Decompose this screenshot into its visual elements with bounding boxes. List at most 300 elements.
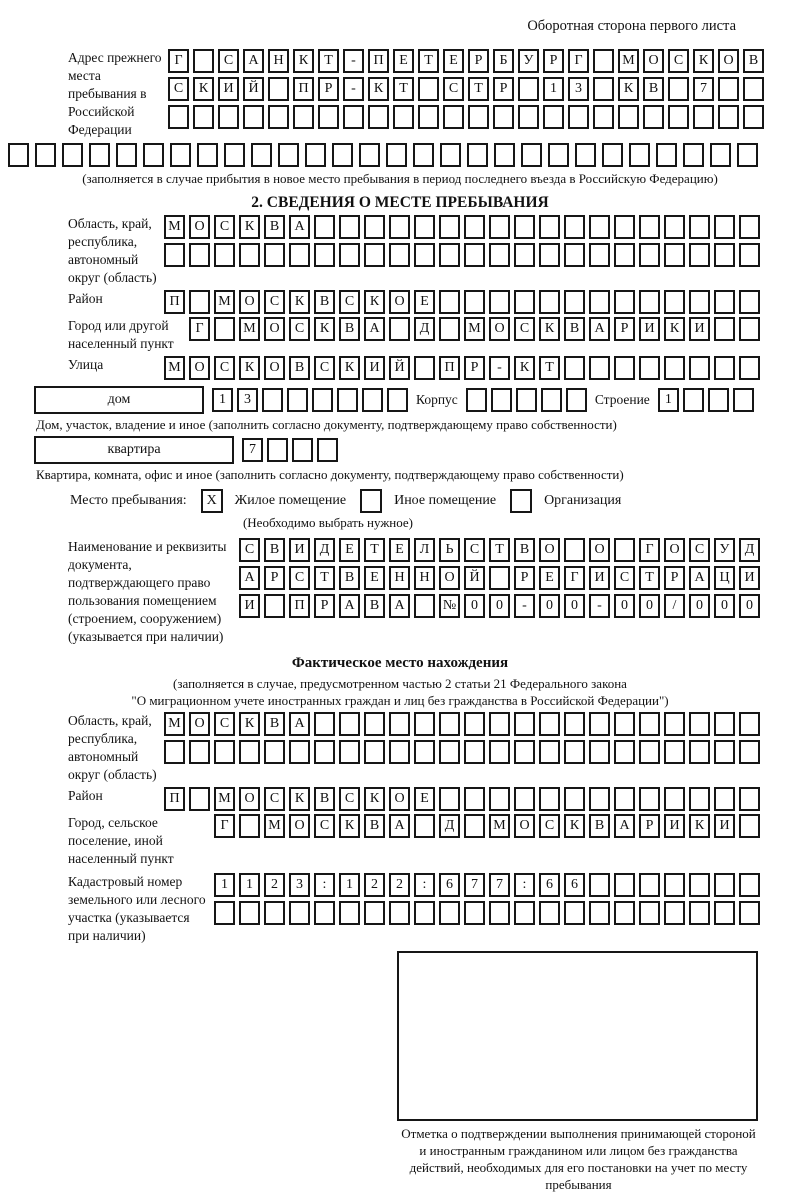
char-cell[interactable]: [170, 143, 191, 167]
char-cell[interactable]: [564, 356, 585, 380]
char-cell[interactable]: [439, 740, 460, 764]
char-cell[interactable]: 2: [364, 873, 385, 897]
char-cell[interactable]: [189, 243, 210, 267]
char-cell[interactable]: А: [689, 566, 710, 590]
char-cell[interactable]: А: [589, 317, 610, 341]
char-cell[interactable]: :: [314, 873, 335, 897]
char-cell[interactable]: Д: [414, 317, 435, 341]
char-cell[interactable]: [243, 105, 264, 129]
char-cell[interactable]: [589, 787, 610, 811]
char-cell[interactable]: 7: [693, 77, 714, 101]
char-cell[interactable]: [543, 105, 564, 129]
char-cell[interactable]: [414, 215, 435, 239]
char-cell[interactable]: [314, 740, 335, 764]
char-cell[interactable]: [656, 143, 677, 167]
char-cell[interactable]: [739, 787, 760, 811]
char-cell[interactable]: [589, 215, 610, 239]
char-cell[interactable]: Г: [214, 814, 235, 838]
char-cell[interactable]: [714, 290, 735, 314]
char-cell[interactable]: [564, 290, 585, 314]
char-cell[interactable]: [386, 143, 407, 167]
char-cell[interactable]: Й: [243, 77, 264, 101]
char-cell[interactable]: М: [618, 49, 639, 73]
char-cell[interactable]: М: [164, 356, 185, 380]
char-cell[interactable]: [489, 290, 510, 314]
char-cell[interactable]: [664, 873, 685, 897]
char-cell[interactable]: К: [689, 814, 710, 838]
char-cell[interactable]: Н: [268, 49, 289, 73]
char-cell[interactable]: [464, 740, 485, 764]
char-cell[interactable]: 6: [564, 873, 585, 897]
char-cell[interactable]: [278, 143, 299, 167]
char-cell[interactable]: [643, 105, 664, 129]
char-cell[interactable]: [614, 787, 635, 811]
char-cell[interactable]: Р: [664, 566, 685, 590]
char-cell[interactable]: М: [489, 814, 510, 838]
char-cell[interactable]: [251, 143, 272, 167]
char-cell[interactable]: [602, 143, 623, 167]
char-cell[interactable]: О: [189, 356, 210, 380]
char-cell[interactable]: [364, 215, 385, 239]
char-cell[interactable]: [268, 105, 289, 129]
char-cell[interactable]: А: [389, 814, 410, 838]
char-cell[interactable]: С: [314, 356, 335, 380]
char-cell[interactable]: :: [514, 873, 535, 897]
char-cell[interactable]: Б: [493, 49, 514, 73]
char-cell[interactable]: [343, 105, 364, 129]
char-cell[interactable]: К: [693, 49, 714, 73]
char-cell[interactable]: [189, 290, 210, 314]
char-cell[interactable]: [339, 243, 360, 267]
char-cell[interactable]: [639, 873, 660, 897]
char-cell[interactable]: [368, 105, 389, 129]
char-cell[interactable]: [564, 538, 585, 562]
char-cell[interactable]: [494, 143, 515, 167]
char-cell[interactable]: [414, 814, 435, 838]
char-cell[interactable]: Г: [568, 49, 589, 73]
char-cell[interactable]: О: [439, 566, 460, 590]
char-cell[interactable]: [739, 901, 760, 925]
char-cell[interactable]: К: [314, 317, 335, 341]
char-cell[interactable]: П: [439, 356, 460, 380]
char-cell[interactable]: [514, 712, 535, 736]
char-cell[interactable]: П: [368, 49, 389, 73]
char-cell[interactable]: [689, 901, 710, 925]
char-cell[interactable]: [116, 143, 137, 167]
char-cell[interactable]: 0: [489, 594, 510, 618]
char-cell[interactable]: К: [289, 290, 310, 314]
char-cell[interactable]: Е: [389, 538, 410, 562]
char-cell[interactable]: [314, 712, 335, 736]
char-cell[interactable]: [164, 243, 185, 267]
char-cell[interactable]: [364, 740, 385, 764]
char-cell[interactable]: К: [239, 712, 260, 736]
char-cell[interactable]: О: [239, 290, 260, 314]
char-cell[interactable]: [214, 243, 235, 267]
char-cell[interactable]: [466, 388, 487, 412]
char-cell[interactable]: В: [264, 215, 285, 239]
char-cell[interactable]: С: [464, 538, 485, 562]
char-cell[interactable]: В: [743, 49, 764, 73]
char-cell[interactable]: Р: [468, 49, 489, 73]
char-cell[interactable]: И: [239, 594, 260, 618]
char-cell[interactable]: О: [239, 787, 260, 811]
char-cell[interactable]: [359, 143, 380, 167]
char-cell[interactable]: С: [214, 215, 235, 239]
char-cell[interactable]: [564, 215, 585, 239]
char-cell[interactable]: М: [214, 290, 235, 314]
char-cell[interactable]: [314, 243, 335, 267]
char-cell[interactable]: [193, 49, 214, 73]
char-cell[interactable]: [743, 105, 764, 129]
char-cell[interactable]: [339, 901, 360, 925]
char-cell[interactable]: [614, 356, 635, 380]
char-cell[interactable]: В: [364, 594, 385, 618]
char-cell[interactable]: О: [718, 49, 739, 73]
char-cell[interactable]: И: [218, 77, 239, 101]
char-cell[interactable]: С: [339, 290, 360, 314]
char-cell[interactable]: [489, 566, 510, 590]
char-cell[interactable]: [689, 873, 710, 897]
char-cell[interactable]: -: [514, 594, 535, 618]
char-cell[interactable]: О: [389, 290, 410, 314]
char-cell[interactable]: [589, 873, 610, 897]
char-cell[interactable]: [614, 538, 635, 562]
char-cell[interactable]: [493, 105, 514, 129]
checkbox-other-premises[interactable]: [360, 489, 382, 513]
char-cell[interactable]: В: [314, 290, 335, 314]
char-cell[interactable]: [614, 243, 635, 267]
char-cell[interactable]: [739, 215, 760, 239]
char-cell[interactable]: [564, 740, 585, 764]
char-cell[interactable]: [589, 356, 610, 380]
char-cell[interactable]: [8, 143, 29, 167]
char-cell[interactable]: С: [214, 712, 235, 736]
char-cell[interactable]: [639, 712, 660, 736]
char-cell[interactable]: С: [168, 77, 189, 101]
char-cell[interactable]: [464, 901, 485, 925]
char-cell[interactable]: М: [164, 712, 185, 736]
char-cell[interactable]: [639, 740, 660, 764]
char-cell[interactable]: Р: [514, 566, 535, 590]
char-cell[interactable]: [693, 105, 714, 129]
char-cell[interactable]: [464, 712, 485, 736]
char-cell[interactable]: -: [489, 356, 510, 380]
char-cell[interactable]: К: [368, 77, 389, 101]
char-cell[interactable]: [539, 787, 560, 811]
char-cell[interactable]: Й: [464, 566, 485, 590]
char-cell[interactable]: А: [364, 317, 385, 341]
char-cell[interactable]: [214, 740, 235, 764]
char-cell[interactable]: [189, 740, 210, 764]
char-cell[interactable]: 1: [543, 77, 564, 101]
char-cell[interactable]: М: [464, 317, 485, 341]
char-cell[interactable]: К: [289, 787, 310, 811]
char-cell[interactable]: Е: [539, 566, 560, 590]
char-cell[interactable]: М: [264, 814, 285, 838]
char-cell[interactable]: [239, 814, 260, 838]
char-cell[interactable]: [564, 901, 585, 925]
char-cell[interactable]: С: [239, 538, 260, 562]
char-cell[interactable]: С: [339, 787, 360, 811]
char-cell[interactable]: [710, 143, 731, 167]
char-cell[interactable]: Т: [468, 77, 489, 101]
char-cell[interactable]: [714, 356, 735, 380]
char-cell[interactable]: [314, 901, 335, 925]
char-cell[interactable]: [362, 388, 383, 412]
char-cell[interactable]: [639, 290, 660, 314]
char-cell[interactable]: [593, 49, 614, 73]
char-cell[interactable]: М: [239, 317, 260, 341]
char-cell[interactable]: [168, 105, 189, 129]
char-cell[interactable]: [614, 873, 635, 897]
char-cell[interactable]: А: [614, 814, 635, 838]
char-cell[interactable]: [389, 215, 410, 239]
char-cell[interactable]: [467, 143, 488, 167]
char-cell[interactable]: [264, 740, 285, 764]
char-cell[interactable]: Р: [318, 77, 339, 101]
char-cell[interactable]: [439, 215, 460, 239]
char-cell[interactable]: В: [364, 814, 385, 838]
char-cell[interactable]: [464, 215, 485, 239]
char-cell[interactable]: [539, 740, 560, 764]
char-cell[interactable]: [739, 243, 760, 267]
char-cell[interactable]: И: [289, 538, 310, 562]
char-cell[interactable]: :: [414, 873, 435, 897]
char-cell[interactable]: Е: [414, 290, 435, 314]
char-cell[interactable]: [414, 740, 435, 764]
char-cell[interactable]: А: [339, 594, 360, 618]
char-cell[interactable]: [389, 740, 410, 764]
char-cell[interactable]: [714, 740, 735, 764]
char-cell[interactable]: [739, 740, 760, 764]
char-cell[interactable]: 7: [464, 873, 485, 897]
char-cell[interactable]: [589, 901, 610, 925]
char-cell[interactable]: [514, 740, 535, 764]
char-cell[interactable]: 1: [214, 873, 235, 897]
char-cell[interactable]: 0: [464, 594, 485, 618]
char-cell[interactable]: П: [164, 290, 185, 314]
char-cell[interactable]: У: [518, 49, 539, 73]
char-cell[interactable]: И: [689, 317, 710, 341]
char-cell[interactable]: Е: [364, 566, 385, 590]
char-cell[interactable]: [264, 243, 285, 267]
char-cell[interactable]: [514, 290, 535, 314]
char-cell[interactable]: Д: [439, 814, 460, 838]
char-cell[interactable]: [689, 712, 710, 736]
checkbox-organization[interactable]: [510, 489, 532, 513]
char-cell[interactable]: [664, 356, 685, 380]
char-cell[interactable]: К: [339, 814, 360, 838]
char-cell[interactable]: [664, 787, 685, 811]
char-cell[interactable]: 0: [739, 594, 760, 618]
char-cell[interactable]: [491, 388, 512, 412]
char-cell[interactable]: В: [514, 538, 535, 562]
char-cell[interactable]: Т: [418, 49, 439, 73]
char-cell[interactable]: [664, 243, 685, 267]
char-cell[interactable]: [614, 712, 635, 736]
char-cell[interactable]: 0: [539, 594, 560, 618]
char-cell[interactable]: [589, 740, 610, 764]
char-cell[interactable]: [708, 388, 729, 412]
char-cell[interactable]: Р: [314, 594, 335, 618]
char-cell[interactable]: Г: [639, 538, 660, 562]
char-cell[interactable]: Т: [539, 356, 560, 380]
char-cell[interactable]: Р: [614, 317, 635, 341]
char-cell[interactable]: 0: [639, 594, 660, 618]
char-cell[interactable]: [489, 243, 510, 267]
char-cell[interactable]: [289, 901, 310, 925]
char-cell[interactable]: О: [189, 712, 210, 736]
char-cell[interactable]: К: [364, 290, 385, 314]
char-cell[interactable]: П: [289, 594, 310, 618]
char-cell[interactable]: 2: [389, 873, 410, 897]
char-cell[interactable]: С: [289, 317, 310, 341]
char-cell[interactable]: [521, 143, 542, 167]
char-cell[interactable]: [539, 215, 560, 239]
char-cell[interactable]: [489, 901, 510, 925]
char-cell[interactable]: Т: [393, 77, 414, 101]
char-cell[interactable]: [440, 143, 461, 167]
char-cell[interactable]: С: [668, 49, 689, 73]
char-cell[interactable]: [292, 438, 313, 462]
char-cell[interactable]: [739, 814, 760, 838]
char-cell[interactable]: Д: [314, 538, 335, 562]
char-cell[interactable]: [664, 215, 685, 239]
char-cell[interactable]: [289, 740, 310, 764]
char-cell[interactable]: Е: [443, 49, 464, 73]
char-cell[interactable]: [683, 388, 704, 412]
char-cell[interactable]: И: [739, 566, 760, 590]
char-cell[interactable]: [389, 901, 410, 925]
char-cell[interactable]: [387, 388, 408, 412]
char-cell[interactable]: 6: [439, 873, 460, 897]
char-cell[interactable]: [317, 438, 338, 462]
char-cell[interactable]: [389, 712, 410, 736]
char-cell[interactable]: [514, 243, 535, 267]
char-cell[interactable]: [264, 901, 285, 925]
char-cell[interactable]: [718, 105, 739, 129]
char-cell[interactable]: [318, 105, 339, 129]
char-cell[interactable]: Р: [464, 356, 485, 380]
char-cell[interactable]: Р: [639, 814, 660, 838]
char-cell[interactable]: В: [264, 538, 285, 562]
char-cell[interactable]: [62, 143, 83, 167]
char-cell[interactable]: [614, 215, 635, 239]
char-cell[interactable]: О: [589, 538, 610, 562]
char-cell[interactable]: [714, 243, 735, 267]
char-cell[interactable]: [239, 740, 260, 764]
char-cell[interactable]: С: [614, 566, 635, 590]
char-cell[interactable]: [464, 787, 485, 811]
char-cell[interactable]: Т: [364, 538, 385, 562]
char-cell[interactable]: 1: [212, 388, 233, 412]
char-cell[interactable]: Й: [389, 356, 410, 380]
char-cell[interactable]: 1: [658, 388, 679, 412]
char-cell[interactable]: [489, 712, 510, 736]
char-cell[interactable]: [714, 712, 735, 736]
char-cell[interactable]: Г: [564, 566, 585, 590]
char-cell[interactable]: 0: [564, 594, 585, 618]
char-cell[interactable]: [689, 243, 710, 267]
char-cell[interactable]: [589, 243, 610, 267]
char-cell[interactable]: [364, 712, 385, 736]
char-cell[interactable]: [618, 105, 639, 129]
char-cell[interactable]: 6: [539, 873, 560, 897]
char-cell[interactable]: Д: [739, 538, 760, 562]
char-cell[interactable]: [464, 243, 485, 267]
char-cell[interactable]: [639, 787, 660, 811]
char-cell[interactable]: В: [339, 566, 360, 590]
char-cell[interactable]: [714, 215, 735, 239]
char-cell[interactable]: Ь: [439, 538, 460, 562]
char-cell[interactable]: [668, 77, 689, 101]
char-cell[interactable]: [418, 77, 439, 101]
char-cell[interactable]: Т: [314, 566, 335, 590]
char-cell[interactable]: М: [164, 215, 185, 239]
char-cell[interactable]: [614, 290, 635, 314]
char-cell[interactable]: [464, 290, 485, 314]
char-cell[interactable]: [714, 787, 735, 811]
char-cell[interactable]: К: [239, 215, 260, 239]
char-cell[interactable]: [489, 740, 510, 764]
char-cell[interactable]: К: [564, 814, 585, 838]
char-cell[interactable]: 1: [339, 873, 360, 897]
char-cell[interactable]: [539, 712, 560, 736]
char-cell[interactable]: [589, 712, 610, 736]
char-cell[interactable]: 7: [489, 873, 510, 897]
char-cell[interactable]: [664, 901, 685, 925]
char-cell[interactable]: [239, 243, 260, 267]
char-cell[interactable]: [739, 873, 760, 897]
char-cell[interactable]: И: [364, 356, 385, 380]
char-cell[interactable]: А: [243, 49, 264, 73]
char-cell[interactable]: А: [289, 712, 310, 736]
char-cell[interactable]: [312, 388, 333, 412]
char-cell[interactable]: -: [343, 77, 364, 101]
char-cell[interactable]: [468, 105, 489, 129]
char-cell[interactable]: [518, 105, 539, 129]
char-cell[interactable]: /: [664, 594, 685, 618]
char-cell[interactable]: [464, 814, 485, 838]
char-cell[interactable]: [364, 243, 385, 267]
char-cell[interactable]: [339, 740, 360, 764]
char-cell[interactable]: [214, 901, 235, 925]
char-cell[interactable]: Е: [414, 787, 435, 811]
char-cell[interactable]: [439, 787, 460, 811]
char-cell[interactable]: [239, 901, 260, 925]
char-cell[interactable]: [589, 290, 610, 314]
char-cell[interactable]: [439, 901, 460, 925]
char-cell[interactable]: Р: [493, 77, 514, 101]
char-cell[interactable]: П: [293, 77, 314, 101]
char-cell[interactable]: Т: [639, 566, 660, 590]
char-cell[interactable]: [548, 143, 569, 167]
char-cell[interactable]: У: [714, 538, 735, 562]
char-cell[interactable]: [164, 740, 185, 764]
char-cell[interactable]: В: [289, 356, 310, 380]
char-cell[interactable]: [389, 317, 410, 341]
char-cell[interactable]: [262, 388, 283, 412]
char-cell[interactable]: О: [189, 215, 210, 239]
char-cell[interactable]: [743, 77, 764, 101]
char-cell[interactable]: [414, 901, 435, 925]
char-cell[interactable]: [287, 388, 308, 412]
char-cell[interactable]: [593, 105, 614, 129]
char-cell[interactable]: О: [489, 317, 510, 341]
char-cell[interactable]: В: [643, 77, 664, 101]
char-cell[interactable]: [539, 901, 560, 925]
